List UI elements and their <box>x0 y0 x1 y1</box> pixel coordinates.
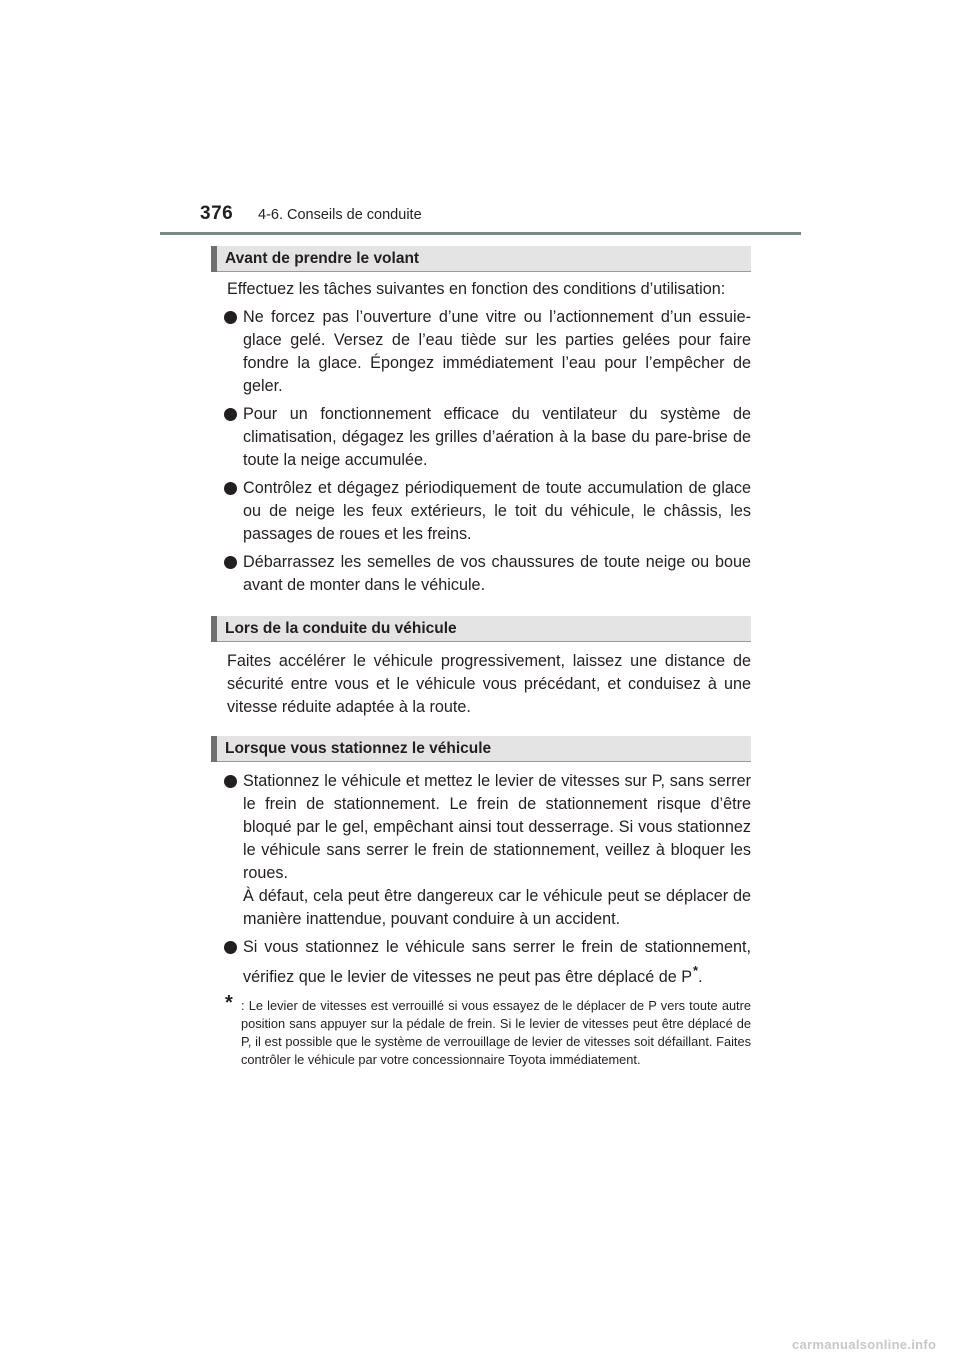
footnote-reference: * <box>693 963 699 978</box>
intro-paragraph: Effectuez les tâches suivantes en fonction des conditions d’utilisation: <box>227 280 726 298</box>
heading-bar <box>211 246 217 272</box>
list-item <box>211 770 751 931</box>
heading-text: Lorsque vous stationnez le véhicule <box>225 740 492 757</box>
footnote <box>211 992 751 1069</box>
list-item-text-wrapper <box>243 936 751 989</box>
list-item-text: Débarrassez les semelles de vos chaussures de toute neige ou boue avant de monter dans le véhicule. <box>243 553 751 594</box>
footnote-marker: * <box>225 992 233 1014</box>
list-item-text: Pour un fonctionnement efficace du ventilateur du système de climatisation, dégagez les grilles d’aération à la base du pare-brise de toute la neige accumulée. <box>243 405 751 469</box>
bullet-icon <box>224 408 237 421</box>
list-item <box>211 551 751 597</box>
heading-bar <box>211 736 217 762</box>
section-heading-before-driving <box>211 246 751 272</box>
bullet-icon <box>224 311 237 324</box>
list-item-text: Contrôlez et dégagez périodiquement de toute accumulation de glace ou de neige les feux extérieurs, le toit du véhicule, le châssis, les passages de roues et les freins. <box>243 479 751 543</box>
list-item <box>211 403 751 472</box>
list-item-text: Stationnez le véhicule et mettez le levier de vitesses sur P, sans serrer le frein de stationnement. Le frein de stationnement risque d’être bloqué par le gel, empêchant ainsi tout desserrage. Si vous stationnez le véhicule sans serrer le frein de stationnement, veillez à bloquer les roues. <box>243 772 751 882</box>
watermark: carmanualsonline.info <box>792 1337 937 1352</box>
page-content <box>211 246 751 1069</box>
list-item-text-continued: À défaut, cela peut être dangereux car le véhicule peut se déplacer de manière inattendue, pouvant conduire à un accident. <box>243 887 751 928</box>
list-item <box>211 306 751 398</box>
bullet-icon <box>224 941 237 954</box>
heading-text: Avant de prendre le volant <box>225 250 420 267</box>
heading-text: Lors de la conduite du véhicule <box>225 620 457 637</box>
header-divider <box>160 232 801 235</box>
list-item <box>211 936 751 989</box>
bullet-icon <box>224 775 237 788</box>
section-heading-parking <box>211 736 751 762</box>
bullet-icon <box>224 556 237 569</box>
heading-bar <box>211 616 217 642</box>
bullet-icon <box>224 482 237 495</box>
chapter-title: 4-6. Conseils de conduite <box>258 207 422 223</box>
footnote-text: : Le levier de vitesses est verrouillé si vous essayez de le déplacer de P vers toute autre position sans appuyer sur la pédale de frein. Si le levier de vitesses peut être déplacé de P, il est possible que le système de verrouillage de levier de vitesses soit défaillant. Faites contrôler le véhicule par votre concessionnaire Toyota immédiatement. <box>241 998 751 1067</box>
list-item-text: Ne forcez pas l’ouverture d’une vitre ou l’actionnement d’un essuie-glace gelé. Versez de l’eau tiède sur les parties gelées pour faire fondre la glace. Épongez immédiatement l’eau pour l’empêcher de geler. <box>243 308 751 395</box>
list-item-text-end: . <box>698 968 703 986</box>
driving-paragraph: Faites accélérer le véhicule progressivement, laissez une distance de sécurité entre vous et le véhicule vous précédant, et conduisez à une vitesse réduite adaptée à la route. <box>227 652 751 716</box>
list-item <box>211 477 751 546</box>
section-heading-while-driving <box>211 616 751 642</box>
list-item-text: Si vous stationnez le véhicule sans serrer le frein de stationnement, vérifiez que le levier de vitesses ne peut pas être déplacé de P <box>243 938 751 986</box>
page-number: 376 <box>200 203 234 224</box>
